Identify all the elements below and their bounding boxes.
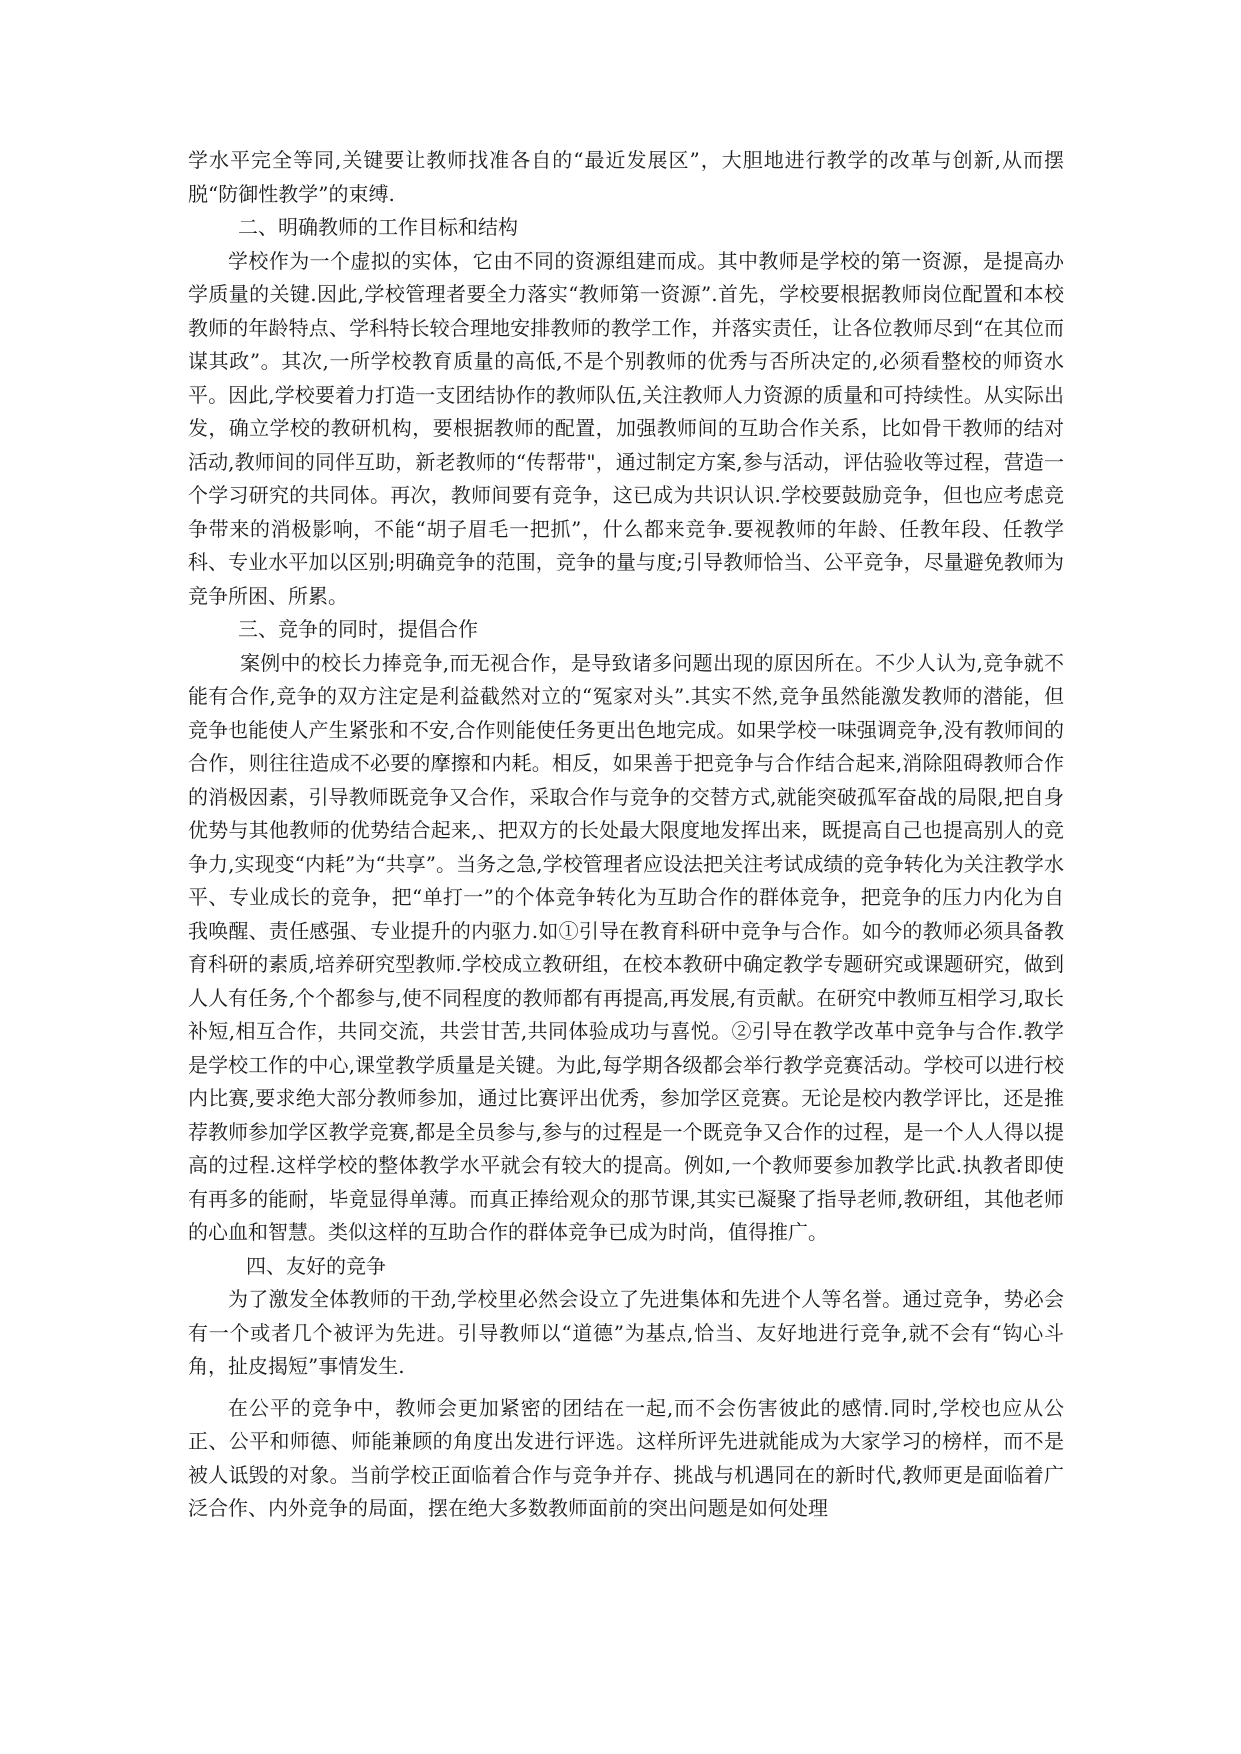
- paragraph-gap: [188, 1384, 1064, 1392]
- paragraph-friendly-competition: 为了激发全体教师的干劲,学校里必然会设立了先进集体和先进个人等名誉。通过竞争，势必会有一个或者几个被评为先进。引导教师以“道德”为基点,恰当、友好地进行竞争,就不会有“钩心斗角，扯皮揭短”事情发生.: [188, 1287, 1064, 1378]
- section-heading-4: 四、友好的竞争: [246, 1253, 386, 1278]
- paragraph-competition-cooperation: 案例中的校长力捧竞争,而无视合作，是导致诸多问题出现的原因所在。不少人认为,竞争就不能有合作,竞争的双方注定是利益截然对立的“冤家对头”.其实不然,竞争虽然能激发教师的潜能，但竞争也能使人产生紧张和不安,合作则能使任务更出色地完成。如果学校一味强调竞争,没有教师间的合作，则往往造成不必要的摩擦和内耗。相反，如果善于把竞争与合作结合起来,消除阻碍教师合作的消极因素，引导教师既竞争又合作，采取合作与竞争的交替方式,就能突破孤军奋战的局限,把自身优势与其他教师的优势结合起来,、把双方的长处最大限度地发挥出来，既提高自己也提高别人的竞争力,实现变“内耗”为“共享”。当务之急,学校管理者应设法把关注考试成绩的竞争转化为关注教学水平、专业成长的竞争，把“单打一”的个体竞争转化为互助合作的群体竞争，把竞争的压力内化为自我唤醒、责任感强、专业提升的内驱力.如①引导在教育科研中竞争与合作。如今的教师必须具备教育科研的素质,培养研究型教师.学校成立教研组，在校本教研中确定教学专题研究或课题研究，做到人人有任务,个个都参与,使不同程度的教师都有再提高,再发展,有贡献。在研究中教师互相学习,取长补短,相互合作，共同交流，共尝甘苦,共同体验成功与喜悦。②引导在教学改革中竞争与合作.教学是学校工作的中心,课堂教学质量是关键。为此,每学期各级都会举行教学竞赛活动。学校可以进行校内比赛,要求绝大部分教师参加，通过比赛评出优秀，参加学区竞赛。无论是校内教学评比，还是推荐教师参加学区教学竞赛,都是全员参与,参与的过程是一个既竞争又合作的过程，是一个人人得以提高的过程.这样学校的整体教学水平就会有较大的提高。例如,一个教师要参加教学比武.执教者即使有再多的能耐，毕竟显得单薄。而真正捧给观众的那节课,其实已凝聚了指导老师,教研组，其他老师的心血和智慧。类似这样的互助合作的群体竞争已成为时尚，值得推广。: [188, 650, 1064, 1244]
- paragraph-teacher-resources: 学校作为一个虚拟的实体，它由不同的资源组建而成。其中教师是学校的第一资源，是提高办学质量的关键.因此,学校管理者要全力落实“教师第一资源”.首先，学校要根据教师岗位配置和本校教师的年龄特点、学科特长较合理地安排教师的教学工作，并落实责任，让各位教师尽到“在其位而谋其政”。其次,一所学校教育质量的高低,不是个别教师的优秀与否所决定的,必须看整校的师资水平。因此,学校要着力打造一支团结协作的教师队伍,关注教师人力资源的质量和可持续性。从实际出发，确立学校的教研机构，要根据教师的配置，加强教师间的互助合作关系，比如骨干教师的结对活动,教师间的同伴互助，新老教师的“传帮带"，通过制定方案,参与活动，评估验收等过程，营造一个学习研究的共同体。再次，教师间要有竞争，这已成为共识认识.学校要鼓励竞争，但也应考虑竞争带来的消极影响，不能“胡子眉毛一把抓”，什么都来竞争.要视教师的年龄、任教年段、任教学科、专业水平加以区别;明确竞争的范围，竞争的量与度;引导教师恰当、公平竞争，尽量避免教师为竞争所困、所累。: [188, 248, 1064, 608]
- section-heading-2: 二、明确教师的工作目标和结构: [238, 215, 518, 239]
- section-heading-3: 三、竞争的同时，提倡合作: [238, 617, 478, 641]
- paragraph-continuation: 学水平完全等同,关键要让教师找准各自的“最近发展区”，大胆地进行教学的改革与创新,从而摆脱“防御性教学”的束缚.: [188, 148, 1064, 206]
- document-page: [188, 144, 1064, 1526]
- paragraph-fair-competition: 在公平的竞争中，教师会更加紧密的团结在一起,而不会伤害彼此的感情.同时,学校也应从公正、公平和师德、师能兼顾的角度出发进行评选。这样所评先进就能成为大家学习的榜样，而不是被人诋毁的对象。当前学校正面临着合作与竞争并存、挑战与机遇同在的新时代,教师更是面临着广泛合作、内外竞争的局面，摆在绝大多数教师面前的突出问题是如何处理: [188, 1395, 1064, 1520]
